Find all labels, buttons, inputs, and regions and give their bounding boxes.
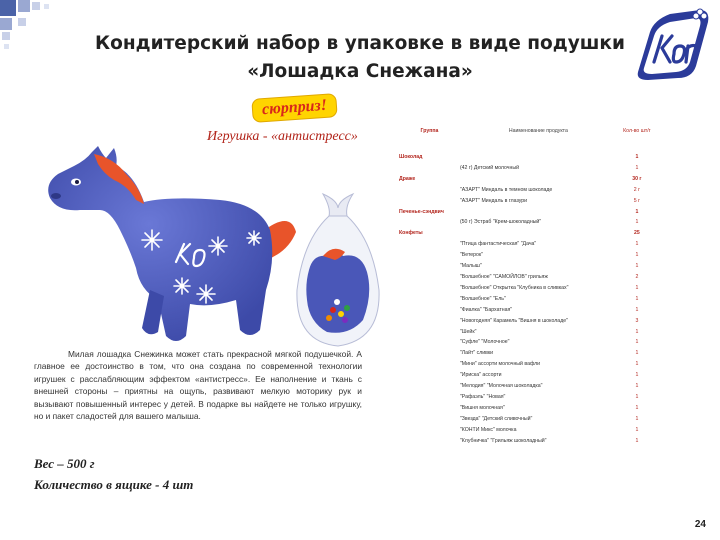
table-row (399, 348, 657, 359)
row-product-name: "Вишня молочная" (459, 404, 505, 411)
row-quantity: 1 (635, 306, 639, 313)
row-category (399, 381, 460, 392)
row-quantity: 1 (635, 284, 639, 291)
row-category (399, 337, 460, 348)
row-category (399, 436, 460, 447)
product-weight: Вес – 500 г (34, 456, 95, 471)
product-description: Милая лошадка Снежинка может стать прекрасной мягкой подушечкой. А главное ее достоинство в том, что она создана по современной технологии игрушек с расслабляющим эффектом «антистресс». Ее наполнение и ткань с внешней стороны – приятны на ощупь, развивают мелкую моторику рук и вызывают повышенный интерес у детей. В подарке вы найдете не только игрушку, но и пакет сладостей для вашего малыша. (34, 349, 362, 422)
row-product-name: "КОНТИ Микс" молочка (459, 426, 517, 433)
row-quantity: 30 г (632, 175, 642, 182)
row-quantity: 1 (635, 437, 639, 444)
row-category (399, 217, 460, 228)
header-quantity: Кол-во шт/г (623, 127, 651, 134)
row-product-name: "Суфле" "Молочное" (459, 339, 510, 346)
row-category (399, 163, 460, 174)
row-quantity: 2 г (633, 186, 640, 193)
table-row (399, 370, 657, 381)
row-quantity: 3 (635, 317, 639, 324)
header-product-name: Наименование продукта (508, 127, 568, 134)
row-quantity: 1 (635, 328, 639, 335)
row-product-name: "Лайт" сливки (459, 350, 494, 357)
row-product-name: "Мини" ассорти молочный вафли (459, 361, 541, 368)
row-quantity: 5 г (633, 197, 640, 204)
table-row (399, 261, 657, 272)
row-category (399, 392, 460, 403)
row-category (399, 250, 460, 261)
row-quantity: 1 (635, 383, 639, 390)
row-quantity: 1 (635, 208, 639, 215)
candy-bag-image (283, 190, 393, 350)
row-product-name: "Птица фантастическая" "Дача" (459, 241, 537, 248)
table-row (399, 327, 657, 338)
row-category (399, 261, 460, 272)
table-row (399, 392, 657, 403)
row-quantity: 2 (635, 273, 639, 280)
table-row (399, 196, 657, 207)
row-quantity: 1 (635, 219, 639, 226)
table-header-row (399, 110, 657, 152)
row-product-name: "Звезда" "Детский сливочный" (459, 415, 533, 422)
row-product-name: "Волшебное" "Ель" (459, 295, 506, 302)
table-row (399, 337, 657, 348)
row-product-name: "Клубничка" "Грильяж шоколадный" (459, 437, 547, 444)
row-product-name: (42 г) Детский молочный (459, 164, 519, 171)
row-category (399, 294, 460, 305)
row-category (399, 359, 460, 370)
row-quantity: 1 (635, 339, 639, 346)
table-row (399, 207, 657, 218)
table-row (399, 174, 657, 185)
table-row (399, 228, 657, 239)
toy-subtitle: Игрушка - «антистресс» (207, 129, 358, 144)
table-row (399, 316, 657, 327)
table-body (399, 152, 657, 446)
table-row (399, 414, 657, 425)
row-category (399, 239, 460, 250)
row-product-name: "Шейк" (459, 328, 477, 335)
row-product-name (460, 152, 617, 163)
row-category: Шоколад (399, 154, 423, 160)
table-row (399, 403, 657, 414)
row-product-name: "Волшебное" "САМОЙЛОВ" грильяж (459, 273, 548, 280)
surprise-badge: сюрприз! (251, 93, 338, 123)
table-row (399, 272, 657, 283)
row-product-name (460, 228, 617, 239)
row-product-name: "Волшебное" Открытка "Клубника в сливках" (459, 284, 569, 291)
row-product-name: "Ириска" ассорти (459, 372, 502, 379)
row-category: Печенье-сэндвич (399, 208, 444, 215)
row-quantity: 1 (635, 415, 639, 422)
table-row (399, 283, 657, 294)
row-product-name: "Мелодия" "Молочная шоколадка" (459, 383, 543, 390)
row-category (399, 185, 460, 196)
konti-logo (630, 6, 714, 82)
title-line-1: Кондитерский набор в упаковке в виде подушки (95, 33, 625, 54)
row-product-name: (50 г) Эстраб "Крем-шоколадный" (459, 219, 542, 226)
row-product-name (460, 174, 617, 185)
row-quantity: 1 (635, 426, 639, 433)
box-quantity: Количество в ящике - 4 шт (34, 477, 194, 492)
table-row (399, 359, 657, 370)
row-category (399, 316, 460, 327)
row-category (399, 403, 460, 414)
row-category (399, 283, 460, 294)
row-quantity: 1 (635, 263, 639, 270)
table-row (399, 425, 657, 436)
table-row (399, 185, 657, 196)
row-quantity: 1 (635, 404, 639, 411)
contents-table (399, 110, 657, 446)
row-product-name: "Малыш" (459, 263, 482, 270)
title-line-2: «Лошадка Снежана» (247, 61, 473, 82)
horse-toy-image (40, 140, 302, 352)
row-quantity: 1 (635, 241, 639, 248)
table-row (399, 294, 657, 305)
row-product-name: "АЗАРТ" Миндаль в глазури (459, 197, 528, 204)
table-row (399, 250, 657, 261)
row-category (399, 196, 460, 207)
table-row (399, 305, 657, 316)
row-product-name: "Ветерок" (459, 252, 484, 259)
row-quantity: 1 (635, 350, 639, 357)
row-product-name: "Новогодняя" Карамель "Вишня в шоколаде" (459, 317, 568, 324)
row-category (399, 414, 460, 425)
row-product-name (460, 207, 617, 218)
table-row (399, 239, 657, 250)
header-group: Группа (420, 127, 439, 134)
row-category (399, 425, 460, 436)
row-quantity: 1 (635, 154, 639, 160)
row-product-name: "Фиалка" "Бархатная" (459, 306, 513, 313)
row-category (399, 370, 460, 381)
table-row (399, 436, 657, 447)
table-row (399, 381, 657, 392)
row-quantity: 1 (635, 252, 639, 259)
page-title (50, 30, 670, 86)
row-category (399, 305, 460, 316)
row-quantity: 1 (635, 393, 639, 400)
row-quantity: 1 (635, 295, 639, 302)
row-quantity: 1 (635, 164, 639, 171)
row-product-name: "Рафаэль" "Новая" (459, 393, 506, 400)
row-category: Конфеты (399, 230, 423, 237)
row-product-name: "АЗАРТ" Миндаль в темном шоколаде (459, 186, 553, 193)
row-category: Драже (399, 175, 416, 182)
row-category (399, 272, 460, 283)
row-quantity: 1 (635, 372, 639, 379)
row-quantity: 25 (634, 230, 640, 237)
table-row (399, 163, 657, 174)
row-category (399, 327, 460, 338)
table-row (399, 217, 657, 228)
table-row (399, 152, 657, 163)
row-quantity: 1 (635, 361, 639, 368)
row-category (399, 348, 460, 359)
page-number: 24 (694, 519, 706, 530)
